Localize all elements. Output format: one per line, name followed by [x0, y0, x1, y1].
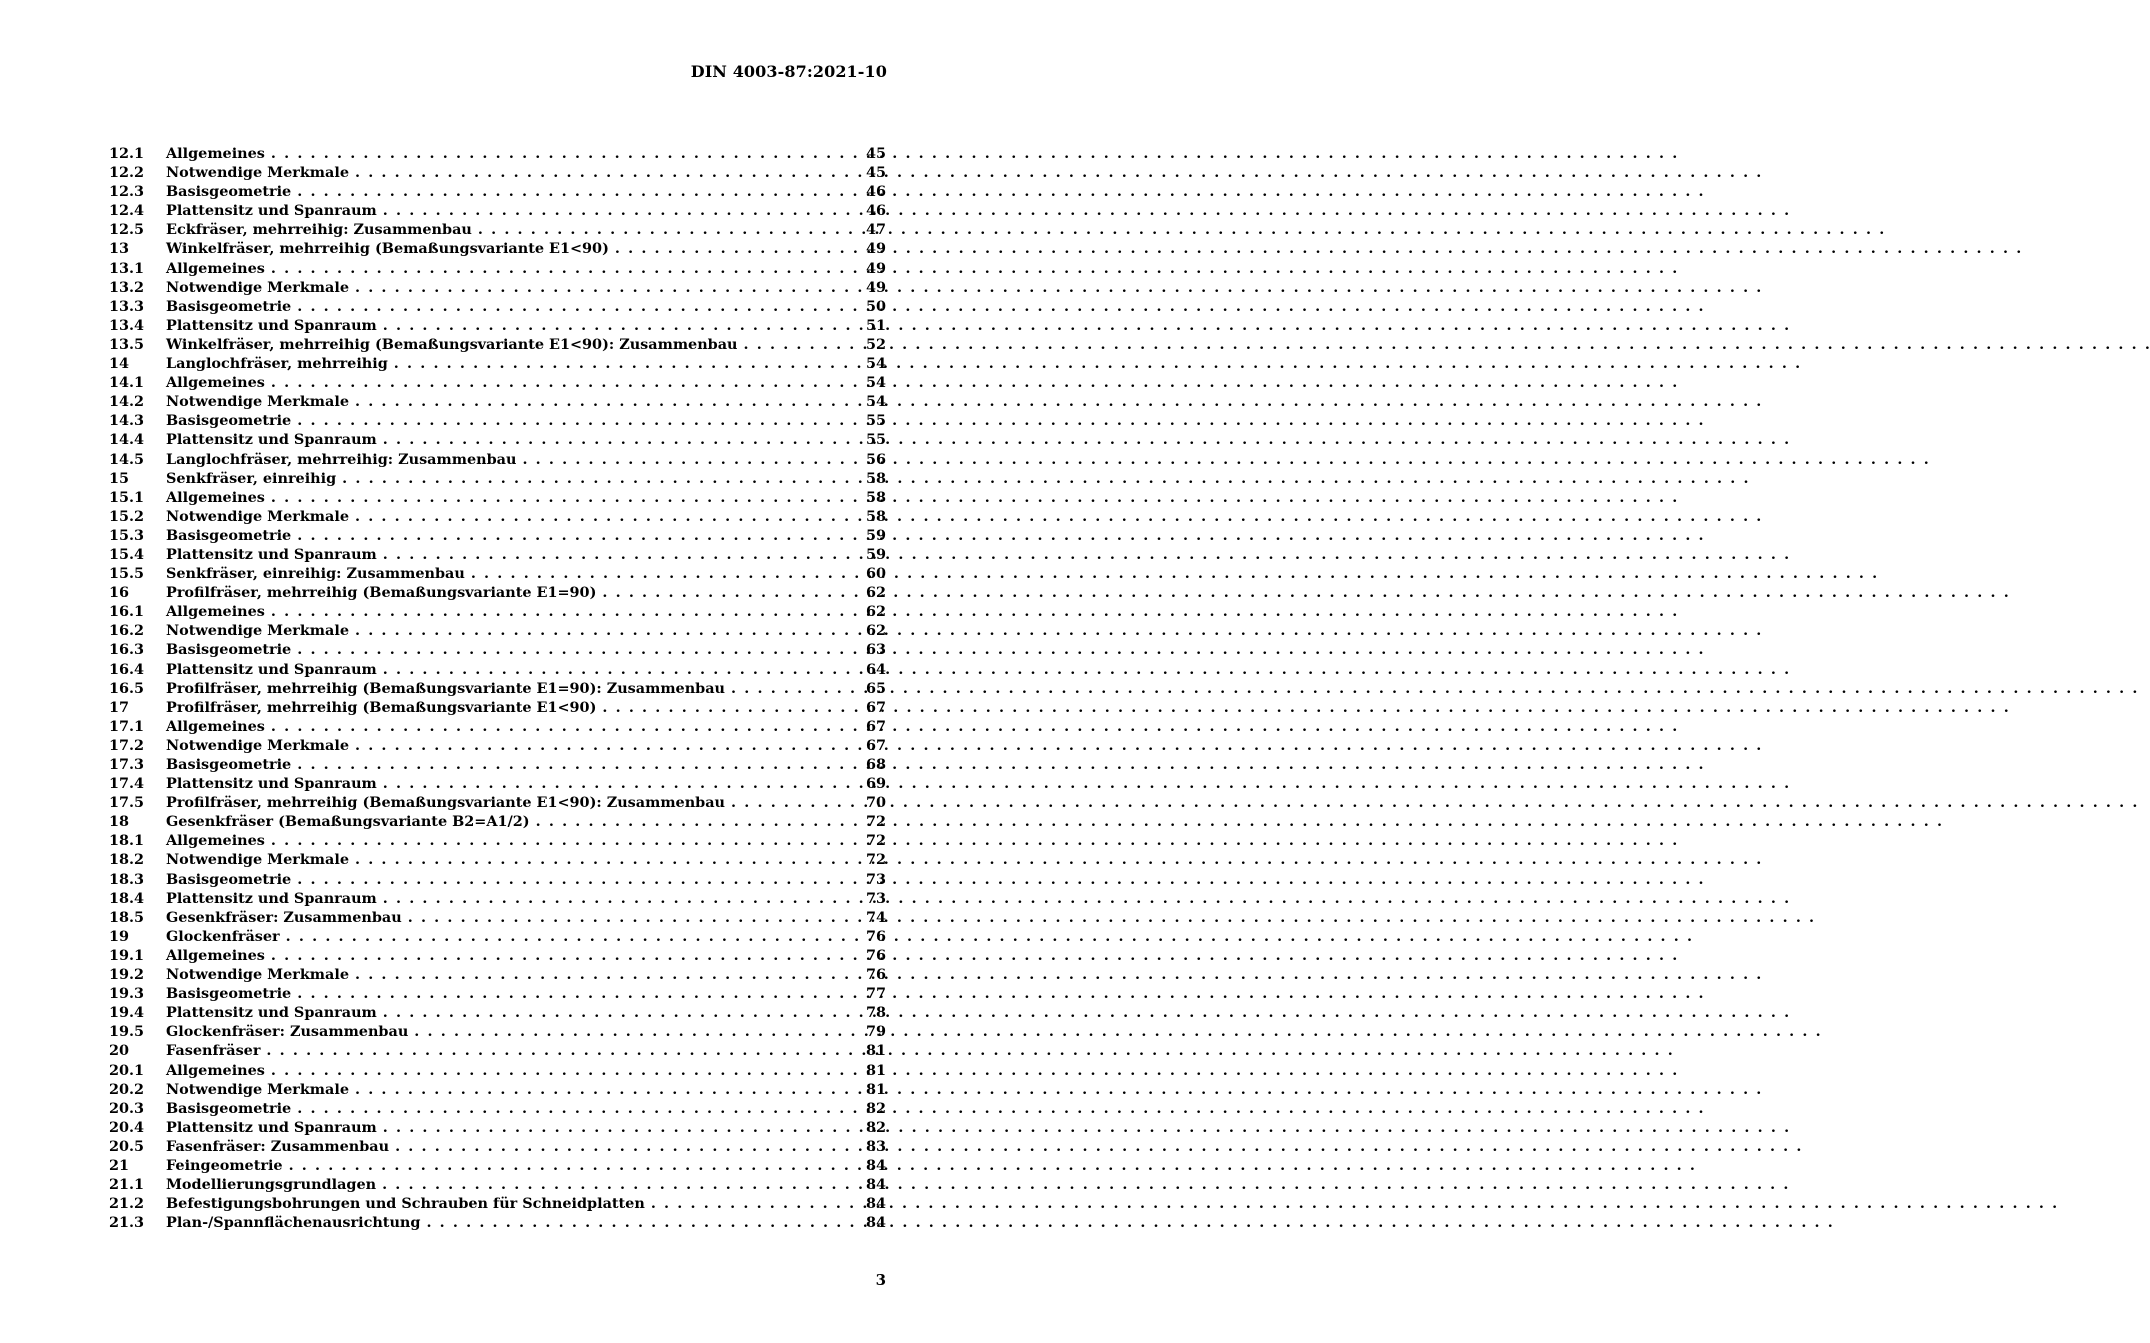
toc-entry-title: Allgemeines [166, 145, 265, 162]
toc-dot-leader [297, 755, 842, 774]
toc-entry-number: 13.2 [109, 278, 145, 296]
toc-entry[interactable] [109, 927, 886, 946]
toc-dot-leader [297, 1099, 842, 1118]
toc-entry[interactable] [109, 411, 886, 430]
toc-entry-title: Basisgeometrie [166, 985, 292, 1003]
toc-entry[interactable] [109, 1080, 886, 1099]
toc-entry-number: 21.2 [109, 1195, 145, 1213]
toc-entry[interactable] [109, 870, 886, 889]
toc-entry[interactable] [109, 182, 886, 201]
toc-entry[interactable] [109, 564, 886, 583]
toc-entry-page: 58 [865, 507, 886, 525]
toc-dot-leader [297, 526, 842, 545]
toc-entry-title: Basisgeometrie [166, 297, 292, 315]
toc-entry[interactable] [109, 163, 886, 182]
toc-entry[interactable] [109, 812, 886, 831]
toc-entry[interactable] [109, 850, 886, 869]
toc-entry-page: 49 [865, 240, 886, 258]
toc-entry[interactable] [109, 621, 886, 640]
toc-entry[interactable] [109, 774, 886, 793]
toc-entry-title: Langlochfräser, mehrreihig: Zusammenbau [166, 450, 517, 468]
toc-entry[interactable] [109, 278, 886, 297]
toc-entry-page: 62 [865, 584, 886, 602]
toc-entry-title: Basisgeometrie [166, 526, 292, 544]
toc-entry-title: Allgemeines [166, 488, 265, 506]
toc-entry[interactable] [109, 1022, 886, 1041]
toc-entry-number: 12.3 [109, 183, 145, 201]
toc-entry[interactable] [109, 660, 886, 679]
toc-entry-page: 58 [865, 488, 886, 506]
toc-entry-page: 51 [865, 316, 886, 334]
toc-entry[interactable] [109, 1213, 886, 1232]
toc-dot-leader [408, 908, 842, 927]
toc-entry[interactable] [109, 144, 886, 163]
toc-entry-page: 81 [865, 1042, 886, 1060]
table-of-contents [109, 144, 886, 1232]
toc-dot-leader [383, 316, 842, 335]
toc-entry[interactable] [109, 965, 886, 984]
toc-entry-title: Allgemeines [166, 717, 265, 735]
toc-entry-page: 49 [865, 259, 886, 277]
toc-entry-page: 84 [865, 1156, 886, 1174]
toc-entry-title: Plattensitz und Spanraum [166, 202, 377, 220]
toc-entry-number: 14.2 [109, 393, 145, 411]
toc-dot-leader [271, 144, 842, 163]
toc-entry-page: 49 [865, 278, 886, 296]
toc-entry[interactable] [109, 507, 886, 526]
toc-entry-title: Profilfräser, mehrreihig (Bemaßungsvariante E1<90): Zusammenbau [166, 794, 726, 812]
toc-entry-number: 18.5 [109, 908, 145, 926]
toc-entry-title: Glockenfräser: Zusammenbau [166, 1023, 409, 1041]
toc-entry-page: 64 [865, 660, 886, 678]
toc-entry-page: 46 [865, 183, 886, 201]
toc-entry-number: 14.4 [109, 431, 145, 449]
toc-entry-page: 72 [865, 813, 886, 831]
toc-entry[interactable] [109, 717, 886, 736]
toc-entry-number: 12.1 [109, 145, 145, 162]
toc-entry-title: Langlochfräser, mehrreihig [166, 355, 388, 373]
toc-entry[interactable] [109, 1041, 886, 1060]
toc-entry[interactable] [109, 1003, 886, 1022]
toc-dot-leader [731, 793, 842, 812]
toc-entry-title: Notwendige Merkmale [166, 622, 349, 640]
toc-dot-leader [355, 850, 842, 869]
toc-entry-page: 72 [865, 832, 886, 850]
toc-entry-number: 13.4 [109, 316, 145, 334]
toc-dot-leader [271, 488, 842, 507]
toc-entry-title: Basisgeometrie [166, 183, 292, 201]
toc-entry-page: 52 [865, 335, 886, 353]
toc-entry-number: 15.4 [109, 545, 145, 563]
toc-entry[interactable] [109, 373, 886, 392]
toc-entry[interactable] [109, 908, 886, 927]
toc-entry-number: 17 [109, 698, 130, 716]
toc-dot-leader [271, 717, 842, 736]
toc-dot-leader [383, 660, 842, 679]
toc-dot-leader [355, 965, 842, 984]
toc-entry-number: 14.1 [109, 374, 145, 392]
toc-entry-number: 13.3 [109, 297, 145, 315]
toc-entry-title: Allgemeines [166, 1061, 265, 1079]
toc-entry-number: 14.5 [109, 450, 145, 468]
toc-dot-leader [297, 640, 842, 659]
toc-dot-leader [266, 1041, 842, 1060]
toc-entry-number: 17.2 [109, 736, 145, 754]
toc-entry-page: 63 [865, 641, 886, 659]
toc-entry-number: 12.5 [109, 221, 145, 239]
toc-entry-title: Basisgeometrie [166, 870, 292, 888]
toc-entry-title: Glockenfräser [166, 927, 280, 945]
toc-dot-leader [383, 201, 842, 220]
toc-entry-title: Fasenfräser [166, 1042, 261, 1060]
toc-entry[interactable] [109, 392, 886, 411]
toc-entry-title: Plan-/Spannflächenausrichtung [166, 1214, 421, 1232]
toc-dot-leader [355, 736, 842, 755]
toc-entry-title: Profilfräser, mehrreihig (Bemaßungsvariante E1<90) [166, 698, 597, 716]
toc-entry-number: 16.5 [109, 679, 145, 697]
toc-entry[interactable] [109, 679, 886, 698]
toc-entry-number: 21 [109, 1156, 130, 1174]
toc-entry-number: 12.2 [109, 164, 145, 182]
toc-entry[interactable] [109, 239, 886, 258]
toc-entry[interactable] [109, 1061, 886, 1080]
toc-entry-page: 50 [865, 297, 886, 315]
toc-entry-page: 73 [865, 889, 886, 907]
toc-dot-leader [602, 583, 842, 602]
toc-entry-page: 76 [865, 966, 886, 984]
page-number: 3 [875, 1271, 886, 1289]
toc-dot-leader [355, 278, 842, 297]
toc-dot-leader [744, 335, 842, 354]
toc-entry-title: Plattensitz und Spanraum [166, 1004, 377, 1022]
toc-entry[interactable] [109, 1118, 886, 1137]
toc-entry-page: 55 [865, 412, 886, 430]
toc-entry-number: 16.4 [109, 660, 145, 678]
toc-entry-number: 21.3 [109, 1214, 145, 1232]
toc-entry-page: 82 [865, 1118, 886, 1136]
toc-dot-leader [271, 373, 842, 392]
toc-entry-page: 65 [865, 679, 886, 697]
toc-dot-leader [289, 1156, 842, 1175]
toc-dot-leader [382, 1175, 842, 1194]
toc-entry[interactable] [109, 259, 886, 278]
toc-entry-number: 18.4 [109, 889, 145, 907]
toc-entry-title: Notwendige Merkmale [166, 851, 349, 869]
toc-entry-number: 15.5 [109, 565, 145, 583]
toc-entry-page: 46 [865, 202, 886, 220]
toc-entry[interactable] [109, 297, 886, 316]
toc-entry-number: 12.4 [109, 202, 145, 220]
toc-dot-leader [414, 1022, 842, 1041]
toc-entry-number: 18.1 [109, 832, 145, 850]
toc-entry-number: 15 [109, 469, 130, 487]
toc-dot-leader [355, 1080, 842, 1099]
toc-entry-number: 18.3 [109, 870, 145, 888]
toc-entry-page: 47 [865, 221, 886, 239]
toc-entry-number: 20.2 [109, 1080, 145, 1098]
toc-dot-leader [426, 1213, 842, 1232]
toc-dot-leader [394, 354, 842, 373]
toc-entry-page: 55 [865, 431, 886, 449]
toc-entry[interactable] [109, 201, 886, 220]
toc-entry-title: Notwendige Merkmale [166, 966, 349, 984]
toc-entry-title: Profilfräser, mehrreihig (Bemaßungsvariante E1=90): Zusammenbau [166, 679, 726, 697]
toc-entry-page: 83 [865, 1137, 886, 1155]
toc-entry[interactable] [109, 1156, 886, 1175]
toc-entry-number: 19.2 [109, 966, 145, 984]
toc-entry[interactable] [109, 640, 886, 659]
toc-entry-page: 56 [865, 450, 886, 468]
toc-entry-page: 62 [865, 622, 886, 640]
toc-entry-page: 74 [865, 908, 886, 926]
toc-entry-page: 68 [865, 756, 886, 773]
toc-entry[interactable] [109, 354, 886, 373]
toc-entry-title: Winkelfräser, mehrreihig (Bemaßungsvariante E1<90): Zusammenbau [166, 335, 738, 353]
toc-entry-title: Allgemeines [166, 832, 265, 850]
toc-entry[interactable] [109, 1099, 886, 1118]
toc-entry-number: 20.3 [109, 1099, 145, 1117]
toc-entry-title: Plattensitz und Spanraum [166, 889, 377, 907]
toc-entry-page: 69 [865, 775, 886, 793]
toc-entry-number: 17.5 [109, 794, 145, 812]
toc-entry-page: 72 [865, 851, 886, 869]
toc-dot-leader [297, 411, 842, 430]
toc-entry-page: 45 [865, 145, 886, 162]
toc-dot-leader [522, 450, 842, 469]
toc-entry-title: Plattensitz und Spanraum [166, 660, 377, 678]
toc-entry-title: Gesenkfräser (Bemaßungsvariante B2=A1/2) [166, 813, 530, 831]
toc-dot-leader [383, 889, 842, 908]
toc-entry-title: Winkelfräser, mehrreihig (Bemaßungsvariante E1<90) [166, 240, 609, 258]
toc-entry[interactable] [109, 889, 886, 908]
toc-entry-title: Plattensitz und Spanraum [166, 775, 377, 793]
toc-entry-page: 73 [865, 870, 886, 888]
toc-dot-leader [383, 1003, 842, 1022]
toc-entry-number: 17.3 [109, 756, 145, 773]
toc-entry-page: 78 [865, 1004, 886, 1022]
toc-dot-leader [355, 392, 842, 411]
toc-entry-number: 18 [109, 813, 130, 831]
toc-entry-page: 54 [865, 393, 886, 411]
toc-entry-page: 76 [865, 927, 886, 945]
toc-entry-title: Allgemeines [166, 259, 265, 277]
toc-entry-title: Notwendige Merkmale [166, 507, 349, 525]
toc-entry-number: 20.1 [109, 1061, 145, 1079]
toc-entry-page: 54 [865, 355, 886, 373]
toc-entry-number: 17.4 [109, 775, 145, 793]
toc-entry-title: Notwendige Merkmale [166, 164, 349, 182]
toc-dot-leader [383, 1118, 842, 1137]
toc-entry-page: 82 [865, 1099, 886, 1117]
toc-dot-leader [271, 602, 842, 621]
document-id: DIN 4003-87:2021-10 [690, 62, 887, 81]
toc-entry-page: 59 [865, 526, 886, 544]
toc-dot-leader [536, 812, 842, 831]
toc-entry-title: Plattensitz und Spanraum [166, 545, 377, 563]
toc-entry-title: Senkfräser, einreihig [166, 469, 337, 487]
toc-entry-number: 19 [109, 927, 130, 945]
toc-dot-leader [478, 220, 842, 239]
toc-entry[interactable] [109, 316, 886, 335]
toc-entry-title: Basisgeometrie [166, 412, 292, 430]
toc-entry-page: 77 [865, 985, 886, 1003]
toc-entry-number: 21.1 [109, 1176, 145, 1194]
toc-entry-title: Plattensitz und Spanraum [166, 316, 377, 334]
toc-entry-title: Plattensitz und Spanraum [166, 431, 377, 449]
toc-entry[interactable] [109, 1175, 886, 1194]
toc-entry-page: 79 [865, 1023, 886, 1041]
toc-entry-number: 16 [109, 584, 130, 602]
toc-entry-title: Plattensitz und Spanraum [166, 1118, 377, 1136]
toc-entry[interactable] [109, 469, 886, 488]
toc-entry-number: 18.2 [109, 851, 145, 869]
toc-entry[interactable] [109, 488, 886, 507]
toc-dot-leader [395, 1137, 842, 1156]
toc-entry-number: 16.3 [109, 641, 145, 659]
toc-entry[interactable] [109, 736, 886, 755]
toc-entry[interactable] [109, 220, 886, 239]
toc-entry-number: 14.3 [109, 412, 145, 430]
toc-entry-page: 67 [865, 736, 886, 754]
toc-dot-leader [271, 831, 842, 850]
toc-entry-title: Notwendige Merkmale [166, 393, 349, 411]
toc-entry-number: 20.4 [109, 1118, 145, 1136]
toc-entry-number: 13 [109, 240, 130, 258]
toc-entry[interactable] [109, 526, 886, 545]
toc-entry-title: Befestigungsbohrungen und Schrauben für Schneidplatten [166, 1195, 645, 1213]
toc-entry-page: 58 [865, 469, 886, 487]
toc-entry-page: 54 [865, 374, 886, 392]
toc-entry-title: Eckfräser, mehrreihig: Zusammenbau [166, 221, 472, 239]
toc-entry[interactable] [109, 1137, 886, 1156]
toc-entry-title: Basisgeometrie [166, 756, 292, 773]
toc-entry-page: 67 [865, 698, 886, 716]
toc-entry-page: 76 [865, 946, 886, 964]
toc-entry-number: 17.1 [109, 717, 145, 735]
toc-entry-number: 13.1 [109, 259, 145, 277]
toc-entry-page: 62 [865, 603, 886, 621]
toc-entry-title: Feingeometrie [166, 1156, 283, 1174]
toc-dot-leader [615, 239, 842, 258]
toc-entry[interactable] [109, 793, 886, 812]
toc-entry[interactable] [109, 755, 886, 774]
toc-entry-number: 15.3 [109, 526, 145, 544]
toc-dot-leader [383, 774, 842, 793]
toc-dot-leader [297, 182, 842, 201]
toc-entry-page: 84 [865, 1214, 886, 1232]
toc-entry[interactable] [109, 946, 886, 965]
toc-entry-title: Fasenfräser: Zusammenbau [166, 1137, 390, 1155]
toc-entry[interactable] [109, 335, 886, 354]
toc-entry-title: Gesenkfräser: Zusammenbau [166, 908, 402, 926]
toc-entry-title: Modellierungsgrundlagen [166, 1176, 377, 1194]
toc-dot-leader [271, 1061, 842, 1080]
toc-dot-leader [731, 679, 842, 698]
toc-entry-title: Notwendige Merkmale [166, 278, 349, 296]
toc-entry[interactable] [109, 602, 886, 621]
toc-dot-leader [297, 984, 842, 1003]
toc-entry[interactable] [109, 1194, 886, 1213]
toc-entry[interactable] [109, 698, 886, 717]
toc-entry-title: Allgemeines [166, 374, 265, 392]
toc-entry-title: Basisgeometrie [166, 1099, 292, 1117]
toc-dot-leader [297, 297, 842, 316]
toc-entry-title: Allgemeines [166, 946, 265, 964]
toc-entry-page: 60 [865, 565, 886, 583]
toc-dot-leader [355, 163, 842, 182]
toc-entry-number: 15.2 [109, 507, 145, 525]
toc-entry-number: 13.5 [109, 335, 145, 353]
toc-dot-leader [286, 927, 842, 946]
toc-entry[interactable] [109, 984, 886, 1003]
toc-entry-number: 16.1 [109, 603, 145, 621]
toc-entry-number: 19.5 [109, 1023, 145, 1041]
toc-dot-leader [355, 507, 842, 526]
toc-entry-title: Allgemeines [166, 603, 265, 621]
toc-entry-page: 59 [865, 545, 886, 563]
toc-entry-page: 84 [865, 1195, 886, 1213]
toc-entry[interactable] [109, 450, 886, 469]
toc-entry-page: 67 [865, 717, 886, 735]
toc-dot-leader [271, 259, 842, 278]
toc-dot-leader [355, 621, 842, 640]
toc-entry-title: Notwendige Merkmale [166, 1080, 349, 1098]
toc-entry-page: 81 [865, 1080, 886, 1098]
toc-entry-page: 84 [865, 1176, 886, 1194]
toc-entry-number: 16.2 [109, 622, 145, 640]
toc-dot-leader [271, 946, 842, 965]
toc-entry[interactable] [109, 545, 886, 564]
toc-entry-page: 81 [865, 1061, 886, 1079]
toc-dot-leader [651, 1194, 842, 1213]
toc-dot-leader [602, 698, 842, 717]
toc-entry-page: 70 [865, 794, 886, 812]
toc-dot-leader [383, 545, 842, 564]
toc-entry-title: Basisgeometrie [166, 641, 292, 659]
toc-entry-number: 20.5 [109, 1137, 145, 1155]
toc-dot-leader [342, 469, 842, 488]
toc-dot-leader [471, 564, 842, 583]
toc-entry[interactable] [109, 430, 886, 449]
toc-entry-number: 15.1 [109, 488, 145, 506]
toc-entry-page: 45 [865, 164, 886, 182]
toc-entry-number: 20 [109, 1042, 130, 1060]
toc-entry-number: 19.4 [109, 1004, 145, 1022]
toc-entry-number: 14 [109, 355, 130, 373]
toc-entry-title: Senkfräser, einreihig: Zusammenbau [166, 565, 465, 583]
toc-entry-title: Notwendige Merkmale [166, 736, 349, 754]
toc-entry[interactable] [109, 831, 886, 850]
toc-dot-leader [297, 870, 842, 889]
toc-dot-leader [383, 430, 842, 449]
toc-entry[interactable] [109, 583, 886, 602]
toc-entry-title: Profilfräser, mehrreihig (Bemaßungsvariante E1=90) [166, 584, 597, 602]
toc-entry-number: 19.1 [109, 946, 145, 964]
toc-entry-number: 19.3 [109, 985, 145, 1003]
